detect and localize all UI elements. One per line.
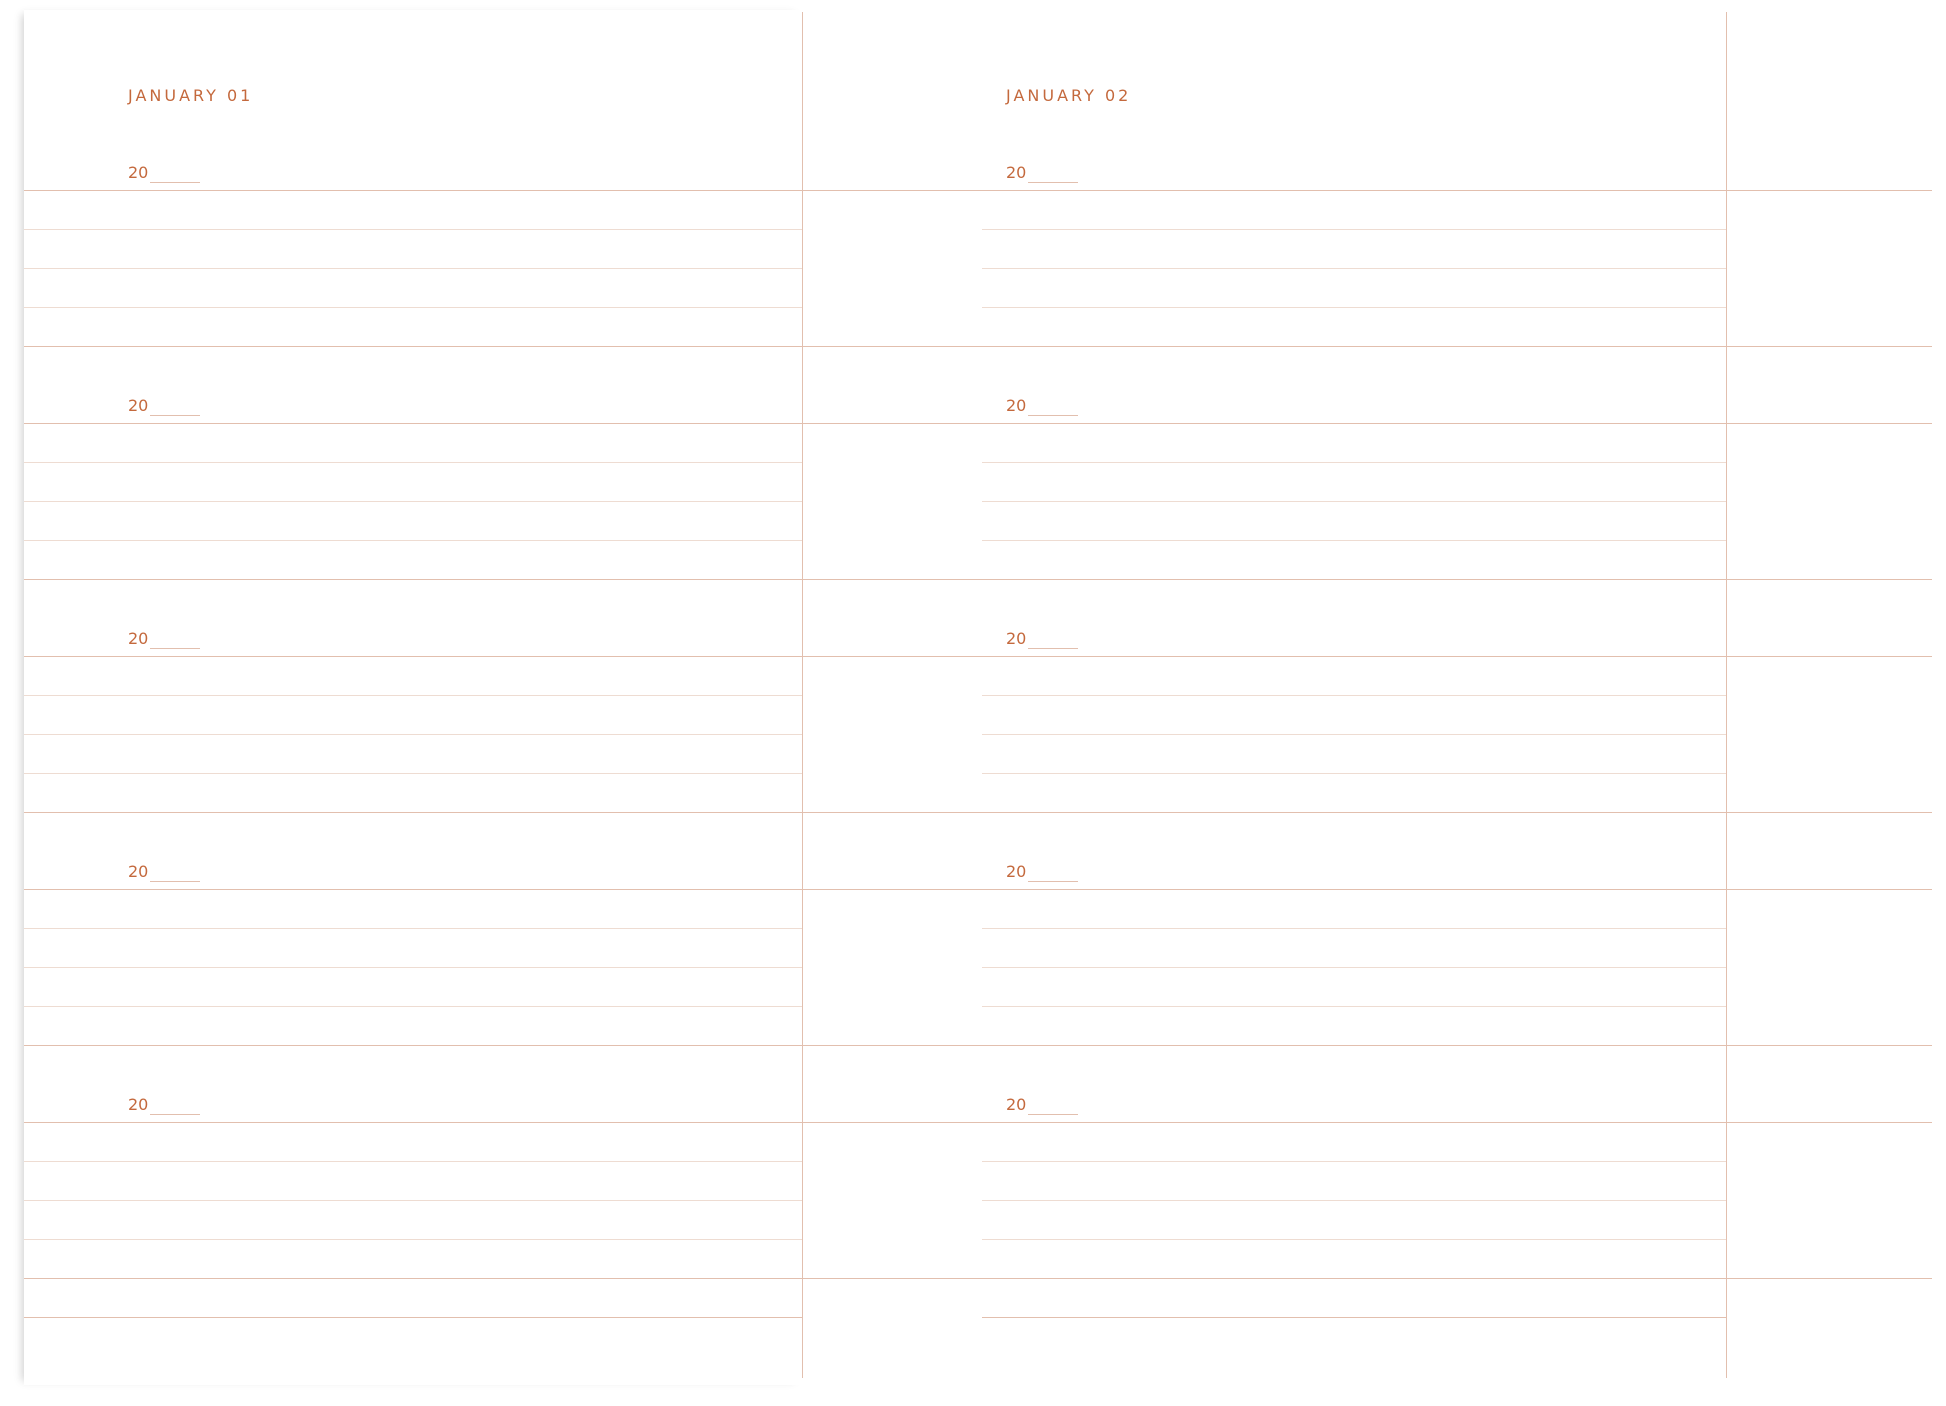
writing-line[interactable] [982,1317,1726,1318]
year-blank[interactable] [1028,881,1078,882]
writing-line[interactable] [982,268,1726,269]
page-date-heading: JANUARY 01 [128,86,254,105]
writing-line[interactable] [24,734,802,735]
writing-line[interactable] [982,889,1726,890]
writing-line[interactable] [982,734,1726,735]
writing-line[interactable] [24,190,802,191]
writing-line[interactable] [982,579,1726,580]
writing-line[interactable] [982,190,1726,191]
writing-line[interactable] [982,1122,1726,1123]
writing-line[interactable] [24,812,802,813]
year-label: 20 [128,163,149,182]
section-rule [802,346,982,347]
writing-line[interactable] [982,967,1726,968]
year-label: 20 [1006,396,1027,415]
left-page [24,10,804,1385]
writing-line[interactable] [24,1122,802,1123]
section-rule [802,423,982,424]
year-label: 20 [128,629,149,648]
writing-line[interactable] [982,773,1726,774]
margin-rule [1726,1122,1932,1123]
writing-line[interactable] [24,1317,802,1318]
right-page [982,10,1932,1385]
writing-line[interactable] [24,656,802,657]
writing-line[interactable] [982,346,1726,347]
writing-line[interactable] [24,773,802,774]
writing-line[interactable] [24,501,802,502]
writing-line[interactable] [982,1278,1726,1279]
margin-rule [1726,190,1932,191]
writing-line[interactable] [24,423,802,424]
year-label: 20 [128,1095,149,1114]
writing-line[interactable] [24,1239,802,1240]
year-label: 20 [128,396,149,415]
writing-line[interactable] [982,656,1726,657]
year-label: 20 [128,862,149,881]
writing-line[interactable] [24,540,802,541]
year-blank[interactable] [150,182,200,183]
section-rule [802,190,982,191]
column-divider [802,12,803,1378]
writing-line[interactable] [982,229,1726,230]
writing-line[interactable] [24,1278,802,1279]
margin-rule [1726,579,1932,580]
writing-line[interactable] [982,812,1726,813]
column-divider [1726,12,1727,1378]
year-blank[interactable] [1028,182,1078,183]
writing-line[interactable] [24,268,802,269]
writing-line[interactable] [982,1006,1726,1007]
year-label: 20 [1006,163,1027,182]
year-blank[interactable] [1028,1114,1078,1115]
writing-line[interactable] [982,307,1726,308]
writing-line[interactable] [24,1006,802,1007]
page-date-heading: JANUARY 02 [1006,86,1132,105]
section-rule [802,812,982,813]
writing-line[interactable] [982,695,1726,696]
margin-rule [1726,423,1932,424]
writing-line[interactable] [24,346,802,347]
year-blank[interactable] [150,1114,200,1115]
writing-line[interactable] [24,1161,802,1162]
writing-line[interactable] [24,462,802,463]
year-blank[interactable] [150,881,200,882]
writing-line[interactable] [982,540,1726,541]
margin-rule [1726,346,1932,347]
section-rule [802,1045,982,1046]
writing-line[interactable] [24,967,802,968]
margin-rule [1726,889,1932,890]
writing-line[interactable] [982,1200,1726,1201]
writing-line[interactable] [24,579,802,580]
year-label: 20 [1006,1095,1027,1114]
writing-line[interactable] [982,1045,1726,1046]
writing-line[interactable] [24,928,802,929]
writing-line[interactable] [982,423,1726,424]
writing-line[interactable] [982,501,1726,502]
margin-rule [1726,1278,1932,1279]
writing-line[interactable] [24,229,802,230]
section-rule [802,1122,982,1123]
year-blank[interactable] [150,648,200,649]
writing-line[interactable] [24,1200,802,1201]
writing-line[interactable] [982,462,1726,463]
section-rule [802,579,982,580]
writing-line[interactable] [24,695,802,696]
writing-line[interactable] [982,1161,1726,1162]
year-label: 20 [1006,862,1027,881]
year-blank[interactable] [150,415,200,416]
writing-line[interactable] [24,889,802,890]
section-rule [802,889,982,890]
writing-line[interactable] [24,1045,802,1046]
margin-rule [1726,1045,1932,1046]
margin-rule [1726,656,1932,657]
section-rule [802,1278,982,1279]
year-blank[interactable] [1028,648,1078,649]
writing-line[interactable] [24,307,802,308]
year-blank[interactable] [1028,415,1078,416]
margin-rule [1726,812,1932,813]
writing-line[interactable] [982,928,1726,929]
year-label: 20 [1006,629,1027,648]
section-rule [802,656,982,657]
writing-line[interactable] [982,1239,1726,1240]
